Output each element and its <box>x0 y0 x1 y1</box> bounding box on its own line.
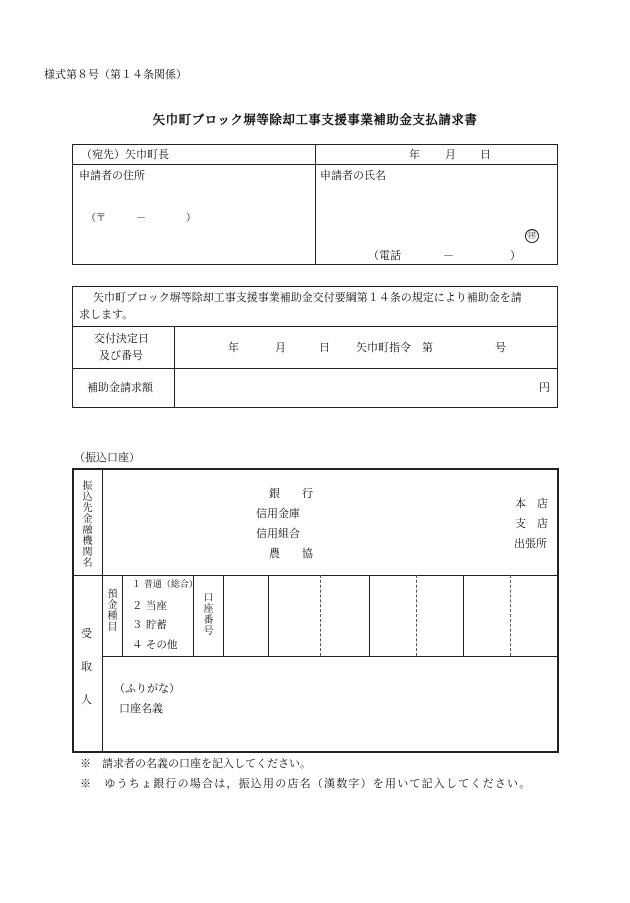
phone-close: ） <box>510 249 521 262</box>
branch-1: 支 店 <box>515 517 548 530</box>
deposit-option-3: ４ その他 <box>132 639 178 651</box>
deposit-option-1: ２ 当座 <box>132 600 167 612</box>
recipient-label-1: 取 <box>81 660 92 673</box>
page-title: 矢巾町ブロック塀等除却工事支援事業補助金支払請求書 <box>152 112 478 127</box>
deposit-option-2: ３ 貯蓄 <box>132 619 167 631</box>
decision-no-label: 号 <box>495 341 506 354</box>
date-year-label: 年 <box>409 148 420 161</box>
date-month-label: 月 <box>445 148 456 161</box>
bank-section-label: （振込口座） <box>74 451 140 464</box>
applicant-name-label: 申請者の氏名 <box>320 169 386 182</box>
decision-label-line2: 及び番号 <box>99 349 143 362</box>
furigana-label: （ふりがな） <box>114 682 180 695</box>
request-text-line1: 矢巾町ブロック塀等除却工事支援事業補助金交付要綱第１４条の規定により補助金を請 <box>93 291 522 304</box>
recipient-label-0: 受 <box>81 627 92 640</box>
note-0: ※ 請求者の名義の口座を記入してください。 <box>80 757 311 770</box>
amount-unit: 円 <box>539 381 550 394</box>
date-day-label: 日 <box>480 148 491 161</box>
deposit-type-label: 預金種目 <box>105 588 116 632</box>
request-text-line2: 求します。 <box>79 308 134 321</box>
amount-label: 補助金請求額 <box>87 381 153 394</box>
decision-day-label: 日 <box>319 341 330 354</box>
addressee: （宛先）矢巾町長 <box>81 148 169 161</box>
phone-open: （電話 <box>368 249 401 262</box>
account-number-label: 口座番号 <box>201 592 212 636</box>
account-name-label: 口座名義 <box>119 702 163 715</box>
note-1: ※ ゆうちょ銀行の場合は，振込用の店名（漢数字）を用いて記入してください。 <box>80 777 532 790</box>
bank-type-0: 銀 行 <box>269 487 313 500</box>
recipient-label-2: 人 <box>81 693 92 706</box>
decision-office: 矢巾町指令 第 <box>356 341 433 354</box>
bank-type-1: 信用金庫 <box>256 507 300 520</box>
phone-dash: － <box>443 249 454 262</box>
bank-type-3: 農 協 <box>269 547 313 560</box>
seal-icon: ㊞ <box>525 229 539 243</box>
decision-month-label: 月 <box>275 341 286 354</box>
form-number: 様式第８号（第１４条関係） <box>44 68 187 81</box>
institution-label: 振込先金融機関名 <box>80 480 91 568</box>
bank-type-2: 信用組合 <box>256 527 300 540</box>
applicant-address-label: 申請者の住所 <box>79 169 145 182</box>
branch-2: 出張所 <box>514 537 547 550</box>
branch-0: 本 店 <box>515 497 548 510</box>
deposit-option-0: １ 普通（総合） <box>132 580 198 590</box>
decision-label-line1: 交付決定日 <box>94 332 149 345</box>
decision-year-label: 年 <box>228 341 239 354</box>
postal-code: （〒 － ） <box>86 213 196 224</box>
